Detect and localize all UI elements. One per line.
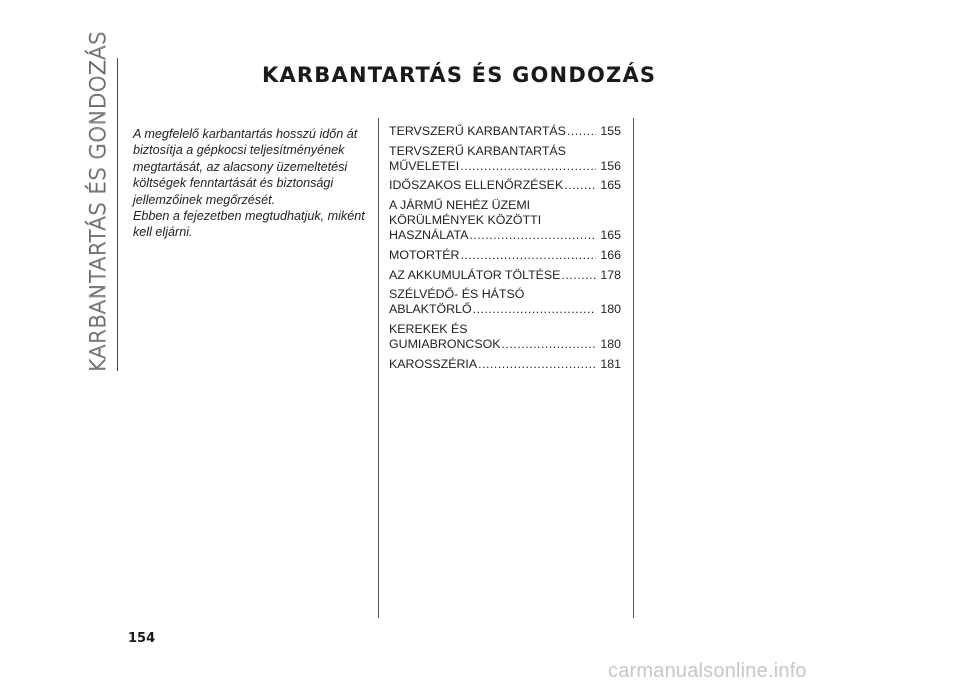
toc-dot-leader xyxy=(502,337,596,352)
toc-page-number: 155 xyxy=(600,124,621,138)
toc-entry-title-line: KEREKEK ÉS xyxy=(389,321,468,336)
toc-dot-leader xyxy=(460,248,596,263)
toc-entry-final-line xyxy=(389,178,621,193)
intro-paragraph-1: A megfelelő karbantartás hosszú időn át biztosítja a gépkocsi teljesítményének megtartását, az alacsony üzemeltetési költségek fenntartását és biztonsági jellemzőinek megőrzését. xyxy=(133,127,358,207)
toc-entry[interactable] xyxy=(389,248,621,263)
toc-entry-title: ABLAKTÖRLŐ xyxy=(389,302,472,317)
toc-dot-leader xyxy=(478,357,596,372)
toc-entry-title: HASZNÁLATA xyxy=(389,228,469,243)
toc-entry-title-line: KÖRÜLMÉNYEK KÖZÖTTI xyxy=(389,213,542,228)
toc-entry-final-line xyxy=(389,268,621,283)
toc-dot-leader xyxy=(564,178,596,193)
toc-page-number: 165 xyxy=(600,178,621,193)
toc-page-number: 156 xyxy=(600,158,621,173)
toc-entry[interactable] xyxy=(389,357,621,372)
toc-entry-title: IDŐSZAKOS ELLENŐRZÉSEK xyxy=(389,178,564,193)
toc-entry-final-line xyxy=(389,159,621,174)
toc-entry[interactable] xyxy=(389,178,621,193)
toc-entry[interactable] xyxy=(389,198,621,244)
table-of-contents xyxy=(389,124,621,376)
side-chapter-label-wrap xyxy=(84,31,114,373)
toc-page-number: 180 xyxy=(600,302,621,317)
toc-entry-title: GUMIABRONCSOK xyxy=(389,337,501,352)
toc-entry-title-line: SZÉLVÉDŐ- ÉS HÁTSÓ xyxy=(389,287,525,302)
toc-entry-title-line: TERVSZERŰ KARBANTARTÁS xyxy=(389,143,566,158)
column-divider-right xyxy=(633,118,634,618)
side-divider xyxy=(117,58,118,371)
page-number: 154 xyxy=(128,631,156,646)
toc-entry[interactable] xyxy=(389,268,621,283)
toc-entry[interactable] xyxy=(389,144,621,174)
toc-page-number: 165 xyxy=(600,228,621,243)
toc-dot-leader xyxy=(561,268,596,283)
toc-entry-final-line xyxy=(389,302,621,317)
intro-text xyxy=(133,126,373,241)
toc-entry-title: KAROSSZÉRIA xyxy=(389,356,478,371)
toc-entry-title: AZ AKKUMULÁTOR TÖLTÉSE xyxy=(389,267,561,282)
toc-entry-final-line xyxy=(389,337,621,352)
chapter-title: KARBANTARTÁS ÉS GONDOZÁS xyxy=(262,63,657,87)
toc-entry-title: MŰVELETEI xyxy=(389,158,460,173)
watermark: carmanualsonline.info xyxy=(608,660,807,682)
toc-dot-leader xyxy=(460,159,596,174)
toc-page-number: 181 xyxy=(600,356,621,371)
side-chapter-label: KARBANTARTÁS ÉS GONDOZÁS xyxy=(86,31,111,373)
toc-page-number: 166 xyxy=(600,247,621,262)
toc-dot-leader xyxy=(469,228,596,243)
toc-page-number: 180 xyxy=(600,337,621,352)
toc-dot-leader xyxy=(567,124,596,139)
column-divider-left xyxy=(378,118,379,618)
toc-entry-final-line xyxy=(389,228,621,243)
toc-entry[interactable] xyxy=(389,322,621,352)
toc-page-number: 178 xyxy=(600,267,621,282)
toc-entry-final-line xyxy=(389,357,621,372)
toc-entry-final-line xyxy=(389,124,621,139)
toc-dot-leader xyxy=(473,302,596,317)
toc-entry-title-line: A JÁRMŰ NEHÉZ ÜZEMI xyxy=(389,197,531,212)
intro-paragraph-2: Ebben a fejezetben megtudhatjuk, miként kell eljárni. xyxy=(133,209,365,240)
toc-entry-title: MOTORTÉR xyxy=(389,247,460,262)
toc-entry-title: TERVSZERŰ KARBANTARTÁS xyxy=(389,124,566,138)
toc-entry[interactable] xyxy=(389,287,621,317)
toc-entry-final-line xyxy=(389,248,621,263)
toc-entry[interactable] xyxy=(389,124,621,139)
